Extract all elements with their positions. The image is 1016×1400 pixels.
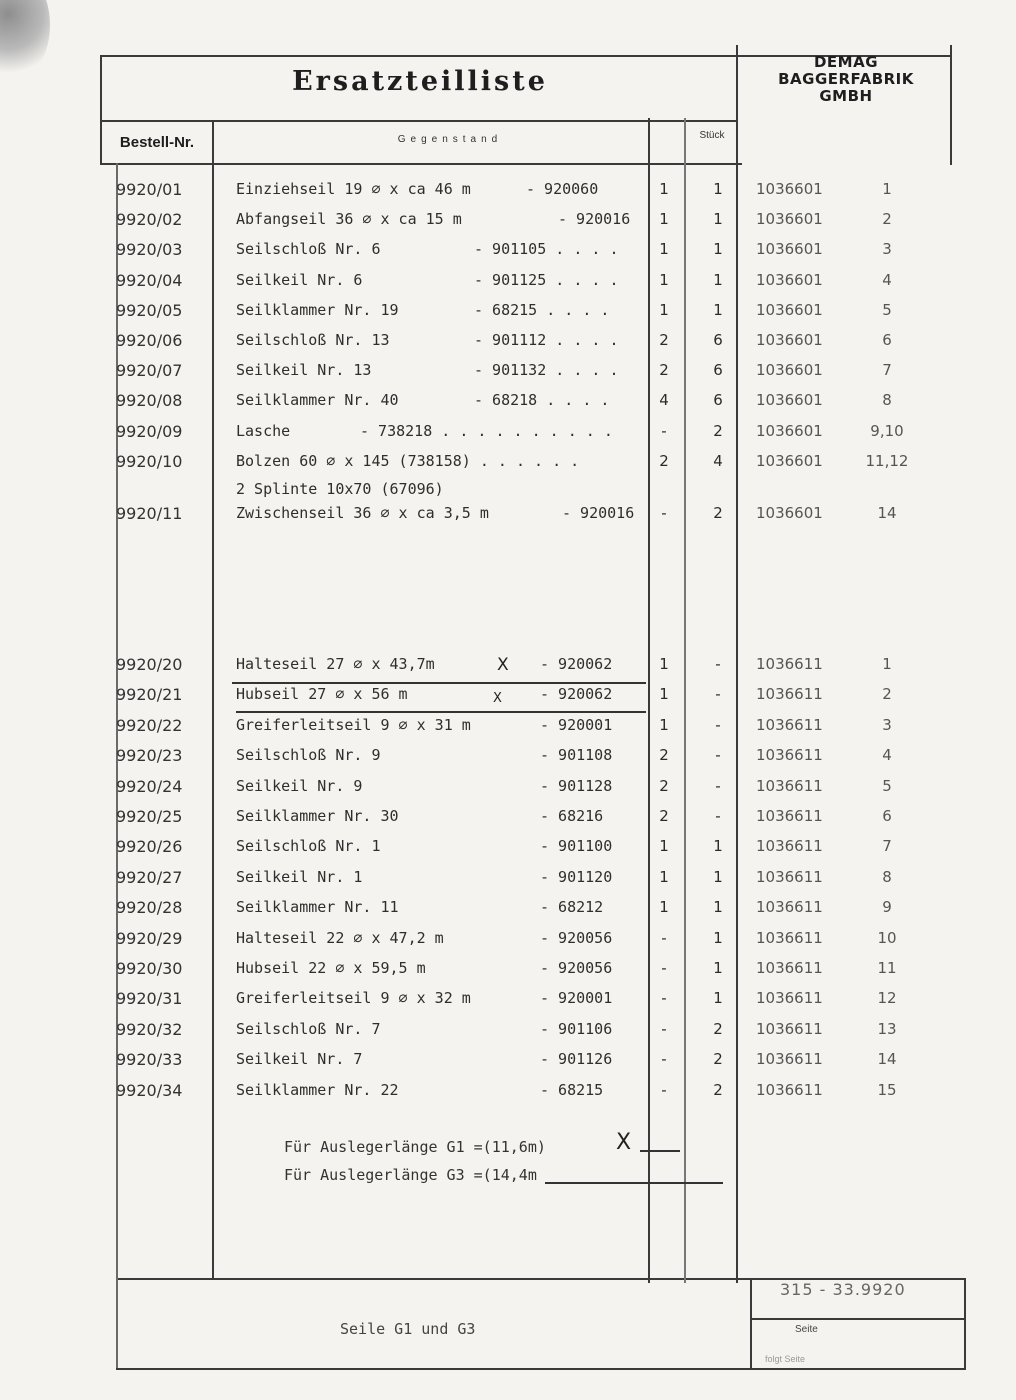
drawing-ref: 1036611 xyxy=(756,807,823,825)
qty-1: 2 xyxy=(659,451,669,470)
qty-2: 6 xyxy=(713,331,723,349)
bestell-nr: 9920/06 xyxy=(116,331,183,350)
table-row xyxy=(0,898,1016,928)
position: 2 xyxy=(882,685,892,704)
qty-2: - xyxy=(715,776,721,795)
paper-stain xyxy=(0,0,50,80)
part-code: - 901108 xyxy=(540,746,613,765)
bestell-nr: 9920/11 xyxy=(116,504,183,523)
part-code: - 920016 xyxy=(558,210,631,229)
drawing-ref: 1036611 xyxy=(756,715,823,734)
part-code: - 901126 xyxy=(540,1050,613,1069)
drawing-ref: 1036611 xyxy=(756,655,823,673)
position: 6 xyxy=(882,807,892,825)
part-code: - 68215 xyxy=(540,1080,604,1099)
qty-2: 1 xyxy=(713,270,723,289)
drawing-ref: 1036601 xyxy=(756,391,823,410)
bestell-nr: 9920/25 xyxy=(116,807,183,826)
gegenstand: Seilkeil Nr. 1 xyxy=(236,867,363,886)
bestell-nr: 9920/24 xyxy=(116,776,183,796)
bestell-nr: 9920/20 xyxy=(116,655,183,674)
table-row xyxy=(0,361,1016,391)
qty-2: - xyxy=(715,715,721,734)
qty-1: - xyxy=(661,1050,667,1069)
gegenstand: Bolzen 60 ∅ x 145 (738158) . . . . . . xyxy=(236,451,580,470)
gegenstand: Zwischenseil 36 ∅ x ca 3,5 m xyxy=(236,504,489,522)
drawing-ref: 1036601 xyxy=(756,504,823,522)
gegenstand: Seilschloß Nr. 13 xyxy=(236,331,390,349)
position: 6 xyxy=(882,331,892,349)
position: 2 xyxy=(882,210,892,229)
drawing-ref: 1036601 xyxy=(756,331,823,349)
table-row xyxy=(0,929,1016,959)
drawing-ref: 1036611 xyxy=(756,959,823,977)
table-row xyxy=(0,210,1016,240)
position: 5 xyxy=(882,300,892,319)
drawing-ref: 1036611 xyxy=(756,1050,823,1069)
part-code: - 920001 xyxy=(540,989,613,1008)
part-code: - 901132 . . . . xyxy=(474,361,619,380)
gegenstand: Seilkeil Nr. 7 xyxy=(236,1050,363,1069)
drawing-ref: 1036611 xyxy=(756,776,823,795)
gegenstand: Greiferleitseil 9 ∅ x 31 m xyxy=(236,715,471,734)
frame-colheader-bottom xyxy=(100,163,742,165)
qty-1: 1 xyxy=(659,240,669,259)
position: 13 xyxy=(877,1019,897,1038)
drawing-ref: 1036611 xyxy=(756,898,823,917)
column-header-gegenstand: Gegenstand xyxy=(397,134,503,145)
qty-2: 6 xyxy=(713,391,723,410)
table-row xyxy=(0,1020,1016,1050)
gegenstand: Greiferleitseil 9 ∅ x 32 m xyxy=(236,989,471,1008)
qty-2: - xyxy=(715,685,721,704)
position: 11 xyxy=(877,959,897,977)
bestell-nr: 9920/05 xyxy=(116,300,183,320)
position: 9,10 xyxy=(870,421,904,440)
part-code: - 920056 xyxy=(540,959,613,977)
drawing-ref: 1036601 xyxy=(756,300,823,319)
qty-2: 1 xyxy=(713,180,723,198)
bestell-nr: 9920/30 xyxy=(116,959,183,978)
gegenstand: Seilklammer Nr. 30 xyxy=(236,807,399,825)
bestell-nr: 9920/22 xyxy=(116,715,183,735)
table-row xyxy=(0,271,1016,301)
part-code: - 920016 xyxy=(562,504,635,522)
drawing-ref: 1036601 xyxy=(756,421,823,440)
part-code: - 920056 xyxy=(540,928,613,947)
table-row xyxy=(0,716,1016,746)
position: 1 xyxy=(882,180,892,198)
qty-1: 2 xyxy=(659,331,669,349)
qty-1: 1 xyxy=(659,270,669,289)
table-row xyxy=(0,746,1016,776)
bestell-nr: 9920/10 xyxy=(116,451,183,471)
bestell-nr: 9920/28 xyxy=(116,898,183,918)
drawing-ref: 1036611 xyxy=(756,1080,823,1099)
gegenstand: Hubseil 22 ∅ x 59,5 m xyxy=(236,959,426,977)
qty-2: - xyxy=(715,746,721,765)
table-row xyxy=(0,1081,1016,1111)
position: 1 xyxy=(882,655,892,673)
gegenstand: Seilklammer Nr. 22 xyxy=(236,1080,399,1099)
qty-2: 6 xyxy=(713,361,723,380)
gegenstand: Lasche xyxy=(236,421,291,440)
position: 15 xyxy=(877,1080,897,1099)
qty-1: 4 xyxy=(659,391,669,410)
bestell-nr: 9920/04 xyxy=(116,270,183,290)
qty-2: 1 xyxy=(713,240,723,259)
qty-2: - xyxy=(715,655,721,673)
bestell-nr: 9920/32 xyxy=(116,1019,183,1039)
table-row xyxy=(0,504,1016,534)
drawing-ref: 1036601 xyxy=(756,210,823,229)
position: 11,12 xyxy=(865,451,909,470)
part-code: - 68216 xyxy=(540,807,604,825)
bestell-nr: 9920/23 xyxy=(116,746,183,766)
position: 3 xyxy=(882,240,892,259)
qty-2: 2 xyxy=(713,504,723,522)
bestell-nr: 9920/33 xyxy=(116,1050,183,1070)
table-row xyxy=(0,301,1016,331)
table-row xyxy=(0,240,1016,270)
qty-1: - xyxy=(661,1080,667,1099)
check-x-mark: X xyxy=(616,1130,632,1155)
gegenstand: Seilschloß Nr. 6 xyxy=(236,240,381,259)
table-row xyxy=(0,331,1016,361)
footer-right xyxy=(964,1278,966,1370)
gegenstand: Seilschloß Nr. 1 xyxy=(236,837,381,856)
drawing-ref: 1036611 xyxy=(756,867,823,886)
company-name xyxy=(742,54,950,105)
position: 4 xyxy=(882,270,892,289)
gegenstand: Seilklammer Nr. 11 xyxy=(236,898,399,917)
bestell-nr: 9920/26 xyxy=(116,837,183,857)
qty-1: 2 xyxy=(659,776,669,795)
position: 5 xyxy=(882,776,892,795)
gegenstand: Seilkeil Nr. 6 xyxy=(236,270,363,289)
gegenstand: Halteseil 27 ∅ x 43,7m xyxy=(236,655,435,673)
qty-1: 2 xyxy=(659,746,669,765)
underline-hubseil xyxy=(236,711,646,713)
qty-2: 1 xyxy=(713,928,723,947)
footer-seite-left xyxy=(750,1278,752,1370)
bestell-nr: 9920/09 xyxy=(116,421,183,441)
gegenstand: Seilklammer Nr. 40 xyxy=(236,391,399,410)
qty-1: 1 xyxy=(659,867,669,886)
position: 14 xyxy=(877,1050,897,1069)
note-g3: Für Auslegerlänge G3 =(14,4m xyxy=(284,1166,537,1184)
drawing-ref: 1036611 xyxy=(756,1019,823,1038)
bestell-nr: 9920/07 xyxy=(116,361,183,381)
gegenstand: Seilschloß Nr. 9 xyxy=(236,746,381,765)
bestell-nr: 9920/02 xyxy=(116,210,183,230)
qty-1: 1 xyxy=(659,898,669,917)
table-row xyxy=(0,807,1016,837)
qty-2: 1 xyxy=(713,300,723,319)
drawing-ref: 1036611 xyxy=(756,746,823,765)
table-row xyxy=(0,837,1016,867)
position: 4 xyxy=(882,746,892,765)
qty-1: 1 xyxy=(659,715,669,734)
qty-1: 2 xyxy=(659,361,669,380)
position: 7 xyxy=(882,361,892,380)
qty-1: 1 xyxy=(659,655,669,673)
position: 12 xyxy=(877,989,897,1008)
table-row xyxy=(0,180,1016,210)
drawing-ref: 1036601 xyxy=(756,240,823,259)
qty-1: - xyxy=(661,959,667,977)
qty-1: 1 xyxy=(659,180,669,198)
qty-2: - xyxy=(715,807,721,825)
qty-1: 1 xyxy=(659,837,669,856)
seite-divider xyxy=(750,1318,966,1320)
part-code: - 920062 xyxy=(540,655,613,673)
gegenstand: Seilklammer Nr. 19 xyxy=(236,300,399,319)
drawing-ref: 1036601 xyxy=(756,180,823,198)
position: 8 xyxy=(882,867,892,886)
table-row xyxy=(0,1050,1016,1080)
bestell-nr: 9920/08 xyxy=(116,391,183,411)
table-row xyxy=(0,391,1016,421)
gegenstand: Abfangseil 36 ∅ x ca 15 m xyxy=(236,210,462,229)
qty-1: - xyxy=(661,989,667,1008)
qty-1: - xyxy=(661,421,667,440)
drawing-ref: 1036611 xyxy=(756,837,823,856)
gegenstand: Seilschloß Nr. 7 xyxy=(236,1019,381,1038)
qty-1: - xyxy=(661,1019,667,1038)
document-number: 315 - 33.9920 xyxy=(780,1280,906,1299)
row-9920-10-subline: 2 Splinte 10x70 (67096) xyxy=(236,480,444,498)
part-code: - 920060 xyxy=(526,180,599,198)
table-row xyxy=(0,959,1016,989)
part-code: - 68218 . . . . xyxy=(474,391,610,410)
frame-header-bottom xyxy=(100,120,736,122)
qty-2: 2 xyxy=(713,1080,723,1099)
gegenstand: Seilkeil Nr. 13 xyxy=(236,361,372,380)
seite-label: Seite xyxy=(795,1324,818,1335)
qty-2: 1 xyxy=(713,959,723,977)
part-code: - 901100 xyxy=(540,837,613,856)
drawing-ref: 1036601 xyxy=(756,361,823,380)
part-code: - 901125 . . . . xyxy=(474,270,619,289)
gegenstand: Halteseil 22 ∅ x 47,2 m xyxy=(236,928,444,947)
qty-2: 1 xyxy=(713,210,723,229)
part-code: - 901128 xyxy=(540,776,613,795)
drawing-ref: 1036601 xyxy=(756,451,823,470)
check-x-mark: X xyxy=(497,655,509,675)
part-code: - 920062 xyxy=(540,685,613,704)
qty-1: 2 xyxy=(659,807,669,825)
footer-title: Seile G1 und G3 xyxy=(340,1320,476,1338)
part-code: - 738218 . . . . . . . . . . xyxy=(360,421,613,440)
table-row xyxy=(0,989,1016,1019)
qty-2: 1 xyxy=(713,898,723,917)
qty-2: 1 xyxy=(713,867,723,886)
drawing-ref: 1036611 xyxy=(756,928,823,947)
document-title: Ersatzteilliste xyxy=(292,66,548,97)
bestell-nr: 9920/31 xyxy=(116,989,183,1009)
qty-2: 2 xyxy=(713,1019,723,1038)
table-row xyxy=(0,777,1016,807)
qty-1: 1 xyxy=(659,210,669,229)
qty-2: 2 xyxy=(713,421,723,440)
note-g1: Für Auslegerlänge G1 =(11,6m) xyxy=(284,1138,546,1156)
qty-1: - xyxy=(661,928,667,947)
bestell-nr: 9920/27 xyxy=(116,867,183,887)
part-code: - 68212 xyxy=(540,898,604,917)
company-line-2: BAGGERFABRIK xyxy=(778,70,914,88)
qty-1: 1 xyxy=(659,685,669,704)
column-header-stueck: Stück xyxy=(699,130,725,141)
bestell-nr: 9920/29 xyxy=(116,928,183,948)
bestell-nr: 9920/21 xyxy=(116,685,183,705)
company-line-1: DEMAG xyxy=(813,53,879,71)
company-line-3: GMBH xyxy=(819,87,873,105)
position: 8 xyxy=(882,391,892,410)
qty-2: 2 xyxy=(713,1050,723,1069)
drawing-ref: 1036611 xyxy=(756,989,823,1008)
table-row xyxy=(0,868,1016,898)
bestell-nr: 9920/01 xyxy=(116,180,183,199)
qty-2: 1 xyxy=(713,989,723,1008)
underline-halteseil xyxy=(232,682,646,684)
gegenstand: Hubseil 27 ∅ x 56 m xyxy=(236,685,408,704)
bestell-nr: 9920/34 xyxy=(116,1080,183,1100)
column-header-bestell: Bestell-Nr. xyxy=(119,134,195,151)
frame-bottom xyxy=(116,1368,966,1370)
qty-1: 1 xyxy=(659,300,669,319)
bestell-nr: 9920/03 xyxy=(116,240,183,260)
position: 9 xyxy=(882,898,892,917)
part-code: - 901112 . . . . xyxy=(474,331,619,349)
part-code: - 901120 xyxy=(540,867,613,886)
qty-2: 1 xyxy=(713,837,723,856)
check-x-mark: X xyxy=(493,691,502,706)
frame-left xyxy=(100,55,102,165)
part-code: - 920001 xyxy=(540,715,613,734)
qty-2: 4 xyxy=(713,451,723,470)
table-row xyxy=(0,422,1016,452)
table-row xyxy=(0,452,1016,482)
position: 14 xyxy=(877,504,897,522)
gegenstand: Einziehseil 19 ∅ x ca 46 m xyxy=(236,180,471,198)
qty-1: - xyxy=(661,504,667,522)
position: 10 xyxy=(877,928,897,947)
drawing-ref: 1036601 xyxy=(756,270,823,289)
underline-g3 xyxy=(545,1182,723,1184)
underline-g1 xyxy=(640,1150,680,1152)
folgt-seite-label: folgt Seite xyxy=(765,1354,806,1364)
part-code: - 68215 . . . . xyxy=(474,300,610,319)
drawing-ref: 1036611 xyxy=(756,685,823,704)
frame-right xyxy=(950,45,952,165)
part-code: - 901106 xyxy=(540,1019,613,1038)
position: 7 xyxy=(882,837,892,856)
part-code: - 901105 . . . . xyxy=(474,240,619,259)
position: 3 xyxy=(882,715,892,734)
gegenstand: Seilkeil Nr. 9 xyxy=(236,776,363,795)
